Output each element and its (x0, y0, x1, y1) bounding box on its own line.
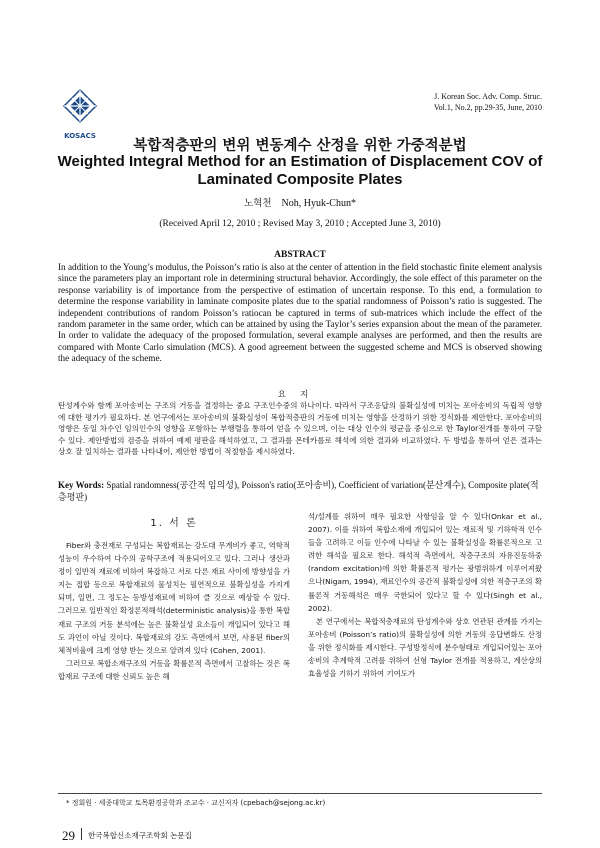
journal-info (434, 91, 542, 113)
title-english-line-2: Laminated Composite Plates (197, 171, 403, 188)
title-english-line-1: Weighted Integral Method for an Estimation of Displacement COV of (57, 153, 543, 170)
section-heading: 1. 서 론 (150, 518, 198, 529)
keywords-label: Key Words: (58, 480, 105, 490)
paragraph: Fiber와 충전재로 구성되는 복합재료는 강도대 무게비가 좋고, 역학적 성능이 우수하여 다수의 공학구조에 적용되어오고 있다. 그러나 생산과정이 일반적 재료에 비하여 복잡하고 서로 다른 재료 사이에 방향성을 가지는 접합 등으로 복합재료의 물성치는 필연적으로 불확실성을 가지게 되며, 일면, 그 정도는 등방성재료에 비하여 클 것으로 예상할 수 있다. 그러므로 일반적인 확정론적해석(deterministic analysis)을 통한 복합재료 구조의 거동 분석에는 높은 불확실성 요소들이 개입되어 있다고 해도 과언이 아닐 것이다. 복합재료의 강도 측면에서 보면, 사용된 fiber의 체적비율에 크게 영향 받는 것으로 알려져 있다 (Cohen, 2001). (58, 541, 290, 655)
logo-text: KOSACS (64, 132, 96, 140)
title-english (40, 153, 560, 189)
abstract-heading: ABSTRACT (274, 250, 326, 260)
journal-name: J. Korean Soc. Adv. Comp. Struc. (434, 92, 542, 101)
keywords (58, 480, 542, 503)
journal-volume: Vol.1, No.2, pp.29-35, June, 2010 (433, 103, 542, 112)
abstract-text: In addition to the Young’s modulus, the Poisson’s ratio is also at the center of attention in the field stochastic finite element analysis since the parameters play an important role in determining structural behavior. Accordingly, the sole effect of this parameter on the response variability is of importance from the perspective of estimation of uncertain response. To this end, a formulation to determine the response variability in laminate composite plates due to the spatial randomness of Poisson’s ratio is suggested. The independent contributions of random Poisson’s ratiocan be captured in terms of sub-matrices which include the effect of the random parameter in the same order, which can be attained by using the Taylor’s series expansion about the mean of the parameter. In order to validate the adequacy of the proposed formulation, several example analyses are performed, and then the results are compared with Monte Carlo simulation (MCS). A good agreement between the suggested scheme and MCS is observed showing the adequacy of the scheme. (58, 262, 542, 364)
korean-abstract-text: 탄성계수와 함께 포아송비는 구조의 거동을 결정하는 중요 구조인수중의 하나이다. 따라서 구조응답의 불확실성에 미치는 포아송비의 독립적 영향에 대한 평가가 필요하다. 본 연구에서는 포아송비의 불확실성이 복합적층판의 거동에 미치는 영향을 산정하기 위한 정식화를 제안한다. 포아송비의 영향은 동일 차수인 임의인수의 영향을 포함하는 부행렬을 통하여 얻을 수 있으며, 이는 대상 인수의 평균을 중심으로 한 Taylor전개를 통하여 구할 수 있다. 제안방법의 검증을 위하여 예제 평판을 해석하였고, 그 결과를 몬테카를로 해석에 의한 결과와 비교하였다. 두 방법을 통하여 얻은 결과는 상호 잘 일치하는 결과를 나타내어, 제안한 방법이 적절함을 제시하였다. (58, 401, 542, 457)
author-english: Noh, Hyuk-Chun* (281, 198, 356, 209)
paragraph: 석/설계를 위하여 매우 필요한 사항임을 알 수 있다(Onkar et al., 2007). 이를 위하여 복합소재에 개입되어 있는 재료적 및 기하학적 인수들을 고려하고 이들 인수에 나타날 수 있는 불확실성을 확률론적으로 고려한 해석을 필요로 한다. 해석적 측면에서, 적층구조의 자유진동하중(random excitation)에 의한 확률론적 평가는 광범위하게 이루어져왔으나(Nigam, 1994), 재료인수의 공간적 불확실성에 의한 적층구조의 확률론적 거동해석은 매우 국한되어 있다고 할 수 있다(Singh et al., 2002). (308, 512, 542, 613)
page-number: 29 (62, 828, 75, 843)
paragraph: 그러므로 복합소재구조의 거동을 확률론적 측면에서 고찰하는 것은 복합재료 구조에 대한 신뢰도 높은 해 (58, 658, 290, 681)
title-korean: 복합적층판의 변위 변동계수 산정을 위한 가중적분법 (133, 138, 467, 154)
column-left (58, 510, 290, 683)
keywords-text: Spatial randomness(공간적 임의성), Poisson's ratio(포아송비), Coefficient of variation(분산계수), Composite plate(적층평판) (58, 480, 539, 502)
page-footer (62, 828, 192, 844)
column-right (308, 510, 542, 680)
kosacs-logo-icon (62, 88, 98, 132)
received-dates: (Received April 12, 2010 ; Revised May 3, 2010 ; Accepted June 3, 2010) (159, 219, 441, 229)
footer-journal: 한국복합신소재구조학회 논문집 (88, 831, 192, 840)
footnote-divider (58, 793, 542, 794)
author-korean: 노혁천 (244, 198, 272, 209)
korean-abstract-heading: 요지 (277, 390, 323, 400)
footnote: * 정회원 · 세종대학교 토목환경공학과 조교수 · 교신저자 (cpebach@sejong.ac.kr) (66, 799, 326, 807)
paragraph: 본 연구에서는 복합적층재료의 탄성계수와 상호 연관된 관계를 가지는 포아송비 (Poisson’s ratio)의 불확실성에 의한 거동의 응답변화도 산정을 위한 정식화를 제시한다. 구성방정식에 분수형태로 개입되어있는 포아송비의 추계학적 고려를 위하여 선형 Taylor 전개를 적용하고, 계산상의 효율성을 기하기 위하여 기여도가 (308, 616, 542, 679)
footer-separator (81, 828, 82, 840)
authors (40, 195, 560, 209)
